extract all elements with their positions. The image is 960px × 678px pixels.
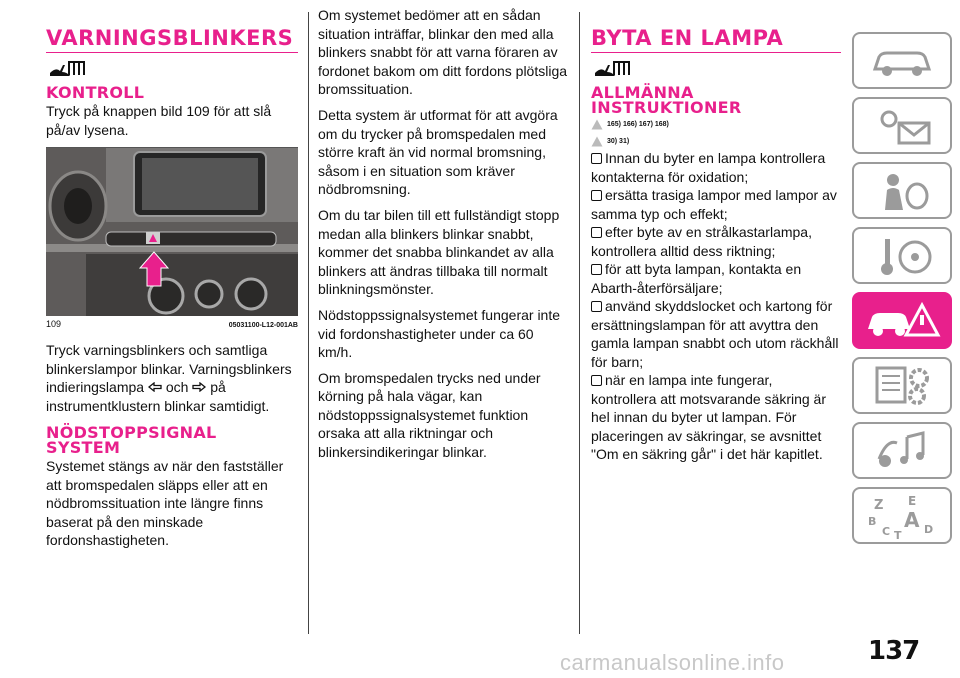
column-right [591, 28, 841, 464]
refs-text-1: 165) 166) 167) 168) [607, 121, 669, 128]
svg-text:T: T [894, 528, 902, 541]
paragraph-middle-3: Om du tar bilen till ett fullständigt stopp medan alla blinkers blinkar snabbt, kommer det snabba blinkandet av alla blinkers att ändras tillbaka till normalt blinkningsmönster. [318, 206, 560, 298]
svg-text:A: A [904, 507, 920, 532]
tab-starting-driving[interactable] [852, 227, 952, 284]
column-divider-2 [579, 12, 580, 634]
warning-refs-1 [591, 119, 841, 130]
tab-warning-lights[interactable] [852, 97, 952, 154]
paragraph-middle-5: Om bromspedalen trycks ned under körning på hala vägar, kan nödstoppssignalsystemet funktion orsaka att alla riktningar och blinkersindikeringar blinkar. [318, 369, 541, 461]
checkbox-bullet-icon [591, 264, 602, 275]
dashboard-figure [46, 147, 298, 316]
svg-text:D: D [924, 522, 934, 536]
svg-text:B: B [868, 514, 877, 528]
paragraph-nodstoppsignal: Systemet stängs av när den fastställer att bromspedalen släpps eller att en nödbromssituation inte längre finns baserat på den minskade fordonshastigheten. [46, 458, 284, 548]
car-icon [867, 41, 937, 81]
watermark: carmanualsonline.info [560, 650, 785, 675]
tab-car[interactable] [852, 32, 952, 89]
svg-text:E: E [908, 493, 917, 508]
text-och: och [165, 379, 189, 395]
user-symbol-icon [46, 57, 96, 79]
checkbox-bullet-icon [591, 153, 602, 164]
checkbox-bullet-icon [591, 301, 602, 312]
page-number: 137 [868, 636, 920, 666]
checkbox-bullet-icon [591, 190, 602, 201]
list-item [591, 149, 841, 186]
tab-multimedia[interactable] [852, 422, 952, 479]
svg-text:C: C [882, 524, 891, 538]
column-middle [318, 6, 568, 469]
checkbox-bullet-icon [591, 227, 602, 238]
text-part-b: på instrumentklustern blinkar samtidigt. [46, 379, 270, 414]
list-item-text: använd skyddslocket och kartong för ersättningslampan för att avyttra den gamla lampan snabbt och utom räckhåll för barn; [591, 298, 839, 370]
paragraph-middle-1: Om systemet bedömer att en sådan situation inträffar, blinkar den med alla blinkers snabbt för att varna föraren av fordonet bakom om ditt fordons plötsliga bromssituation. [318, 7, 568, 98]
dashboard-illustration [46, 148, 298, 316]
list-item-text: när en lampa inte fungerar, kontrollera att motsvarande säkring är hel innan du byter ut lampan. För placeringen av säkringar, se avsnittet "Om en säkring går" i det här kapitlet. [591, 372, 826, 462]
caution-triangle-icon [591, 136, 603, 147]
figure-number: 109 [46, 319, 62, 329]
key-steering-icon [867, 235, 937, 277]
refs-text-2: 30) 31) [607, 138, 630, 145]
column-left [46, 28, 298, 556]
section-title-varningsblinkers: VARNINGSBLINKERS [46, 28, 298, 53]
paragraph-middle-4: Nödstoppssignalsystemet fungerar inte vid fordonshastigheter under ca 60 km/h. [318, 306, 561, 361]
list-item [591, 371, 841, 464]
left-indicator-icon [148, 382, 162, 392]
paragraph-kontroll: Tryck på knappen bild 109 för att slå på/av lysena. [46, 103, 272, 138]
list-item [591, 223, 841, 260]
tab-index[interactable] [852, 487, 952, 544]
list-item-text: för att byta lampan, kontakta en Abarth-återförsäljare; [591, 261, 802, 296]
tab-safety[interactable] [852, 162, 952, 219]
checkbox-bullet-icon [591, 375, 602, 386]
list-item [591, 260, 841, 297]
airbag-seatbelt-icon [867, 170, 937, 212]
list-item [591, 186, 841, 223]
right-indicator-icon [192, 382, 206, 392]
subtitle-kontroll: KONTROLL [46, 83, 145, 102]
service-gears-icon [867, 364, 937, 408]
warning-triangle-icon [591, 119, 603, 130]
warning-refs-2 [591, 136, 841, 147]
alphabet-index-icon [864, 491, 940, 541]
warning-lights-icon [867, 105, 937, 147]
paragraph-varningsblinkers [46, 341, 298, 415]
figure-code: 05031100-L12-001AB [228, 322, 298, 329]
user-symbol-icon [591, 57, 641, 79]
figure-caption [46, 319, 298, 329]
list-item-text: Innan du byter en lampa kontrollera kontakterna för oxidation; [591, 150, 826, 185]
audio-nav-icon [867, 429, 937, 473]
tab-breakdown[interactable] [852, 292, 952, 349]
column-divider-1 [308, 12, 309, 634]
list-item-text: ersätta trasiga lampor med lampor av samma typ och effekt; [591, 187, 837, 222]
svg-text:Z: Z [874, 497, 884, 513]
section-title-byta-lampa: BYTA EN LAMPA [591, 28, 841, 53]
list-item [591, 297, 841, 371]
paragraph-middle-2: Detta system är utformat för att avgöra om du trycker på bromspedalen med större kraft än vid normal bromsning, såsom i en situation som kräver nödbromsning. [318, 106, 558, 198]
list-item-text: efter byte av en strålkastarlampa, kontrollera alltid dess riktning; [591, 224, 812, 259]
tab-maintenance[interactable] [852, 357, 952, 414]
subtitle-nodstoppsignal: NÖDSTOPPSIGNAL SYSTEM [46, 423, 217, 457]
text-part-a: Tryck varningsblinkers och samtliga blinkerslampor blinkar. Varningsblinkers indieringslampa [46, 342, 292, 395]
subtitle-allmanna: ALLMÄNNA INSTRUKTIONER [591, 83, 742, 117]
chapter-tabs [852, 32, 952, 552]
breakdown-car-icon [862, 299, 942, 343]
